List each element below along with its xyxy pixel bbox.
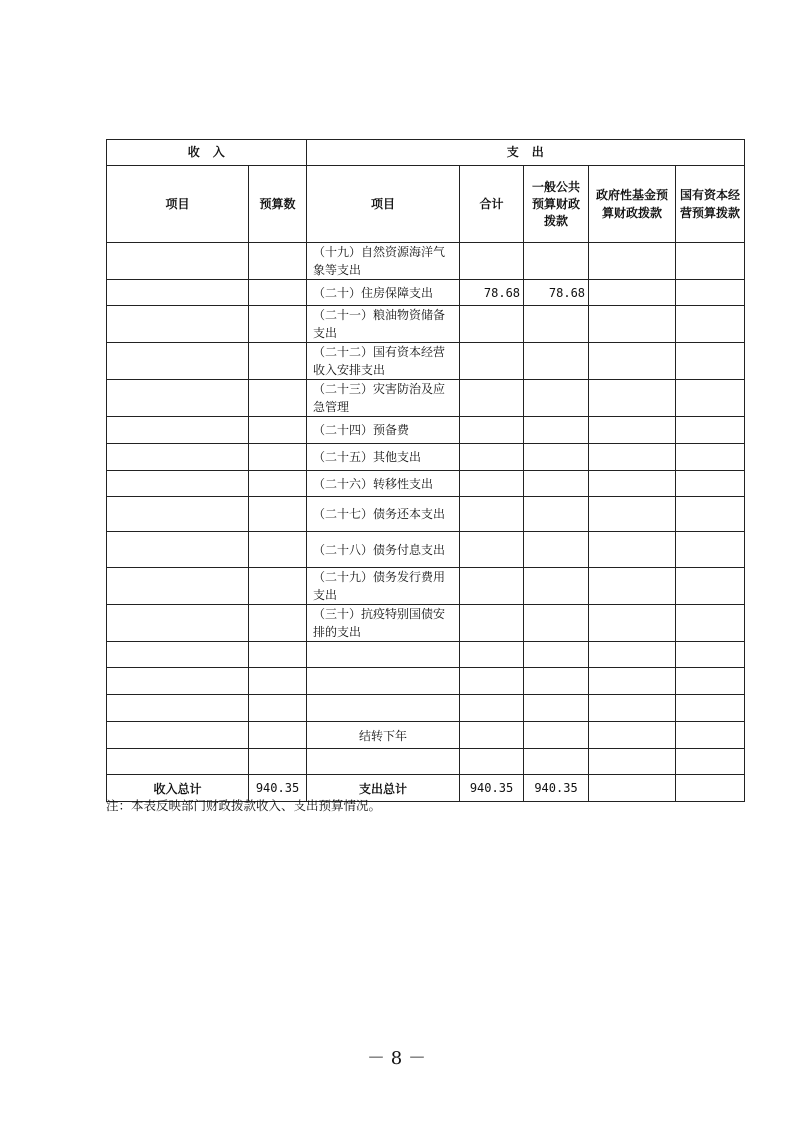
table-row (107, 471, 745, 497)
table-row (107, 280, 745, 306)
expense-item-cell: （十九）自然资源海洋气象等支出 (307, 243, 460, 280)
expense-header: 支 出 (307, 140, 745, 166)
expense-item-cell: （二十九）债务发行费用支出 (307, 568, 460, 605)
income-total-value: 940.35 (249, 775, 307, 802)
table-row (107, 497, 745, 532)
table-row (107, 343, 745, 380)
expense-item-cell: （二十四）预备费 (307, 417, 460, 444)
carry-forward-row (107, 722, 745, 749)
expense-item-cell: （二十六）转移性支出 (307, 471, 460, 497)
empty-row (107, 668, 745, 695)
expense-item-cell: （二十五）其他支出 (307, 444, 460, 471)
table-note: 注：本表反映部门财政拨款收入、支出预算情况。 (106, 798, 382, 813)
table-row (107, 306, 745, 343)
empty-row (107, 695, 745, 722)
expense-total-value: 940.35 (460, 775, 524, 802)
income-item-header: 项目 (107, 166, 249, 243)
page-number: － 8 － (367, 1048, 426, 1069)
table-row (107, 532, 745, 568)
income-header: 收 入 (107, 140, 307, 166)
total-value: 78.68 (460, 280, 524, 306)
table-row (107, 605, 745, 642)
expense-item-cell: （二十）住房保障支出 (307, 280, 460, 306)
expense-item-cell: （二十七）债务还本支出 (307, 497, 460, 532)
general-value: 78.68 (524, 280, 589, 306)
expense-item-cell: （二十八）债务付息支出 (307, 532, 460, 568)
empty-row (107, 749, 745, 775)
table-row (107, 417, 745, 444)
expense-item-cell: （三十）抗疫特别国债安排的支出 (307, 605, 460, 642)
carry-forward-label: 结转下年 (307, 722, 460, 749)
expense-item-cell: （二十二）国有资本经营收入安排支出 (307, 343, 460, 380)
table-row (107, 380, 745, 417)
header-row-top (107, 140, 745, 166)
empty-row (107, 642, 745, 668)
general-public-header: 一般公共预算财政拨款 (524, 166, 589, 243)
expense-item-cell: （二十三）灾害防治及应急管理 (307, 380, 460, 417)
income-total-label: 收入总计 (107, 775, 249, 802)
expense-item-header: 项目 (307, 166, 460, 243)
header-row-columns (107, 166, 745, 243)
table-row (107, 243, 745, 280)
gov-fund-header: 政府性基金预算财政拨款 (589, 166, 676, 243)
expense-total-label: 支出总计 (307, 775, 460, 802)
state-capital-header: 国有资本经营预算拨款 (676, 166, 745, 243)
expense-general-total-value: 940.35 (524, 775, 589, 802)
table-row (107, 444, 745, 471)
budget-table (106, 139, 745, 802)
expense-item-cell: （二十一）粮油物资储备支出 (307, 306, 460, 343)
income-budget-header: 预算数 (249, 166, 307, 243)
table-row (107, 568, 745, 605)
total-header: 合计 (460, 166, 524, 243)
